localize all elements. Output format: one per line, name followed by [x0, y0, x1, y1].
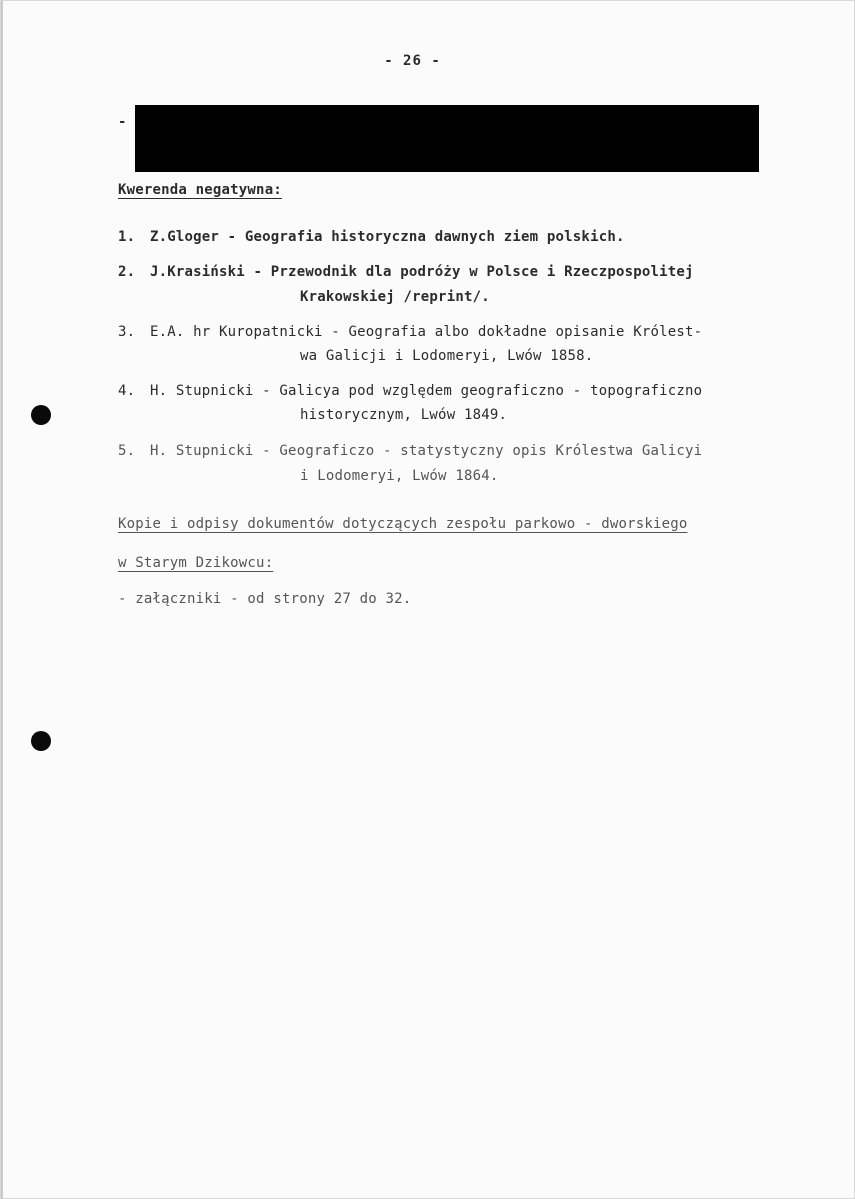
- page-edge: [1, 1, 3, 1199]
- attachments-note: - załączniki - od strony 27 do 32.: [118, 591, 412, 607]
- list-item-text: E.A. hr Kuropatnicki - Geografia albo dokładne opisanie Królest-: [150, 324, 703, 340]
- list-item-continuation: wa Galicji i Lodomeryi, Lwów 1858.: [300, 348, 594, 364]
- list-item-number: 4.: [118, 383, 136, 399]
- list-item: [118, 260, 694, 284]
- list-item: [118, 379, 702, 403]
- leading-dash: -: [118, 114, 127, 130]
- list-item: [118, 320, 702, 344]
- list-item-text: J.Krasiński - Przewodnik dla podróży w Polsce i Rzeczpospolitej: [150, 264, 694, 280]
- page-number: - 26 -: [384, 53, 441, 69]
- list-item-continuation: Krakowskiej /reprint/.: [300, 289, 490, 305]
- punch-hole: [31, 405, 51, 425]
- copies-heading: Kopie i odpisy dokumentów dotyczących zespołu parkowo - dworskiego: [118, 516, 688, 532]
- list-item-text: H. Stupnicki - Geograficzo - statystyczny opis Królestwa Galicyi: [150, 443, 703, 459]
- redaction-block: [135, 105, 759, 172]
- negative-query-heading: Kwerenda negatywna:: [118, 182, 282, 198]
- list-item: [118, 225, 625, 249]
- list-item-text: Z.Gloger - Geografia historyczna dawnych ziem polskich.: [150, 229, 625, 245]
- list-item-number: 5.: [118, 443, 136, 459]
- list-item-number: 2.: [118, 264, 136, 280]
- list-item: [118, 439, 702, 463]
- list-item-continuation: i Lodomeryi, Lwów 1864.: [300, 468, 499, 484]
- list-item-number: 1.: [118, 229, 136, 245]
- punch-hole: [31, 731, 51, 751]
- list-item-continuation: historycznym, Lwów 1849.: [300, 407, 508, 423]
- list-item-text: H. Stupnicki - Galicya pod względem geograficzno - topograficzno: [150, 383, 703, 399]
- list-item-number: 3.: [118, 324, 136, 340]
- copies-heading-continuation: w Starym Dzikowcu:: [118, 555, 274, 571]
